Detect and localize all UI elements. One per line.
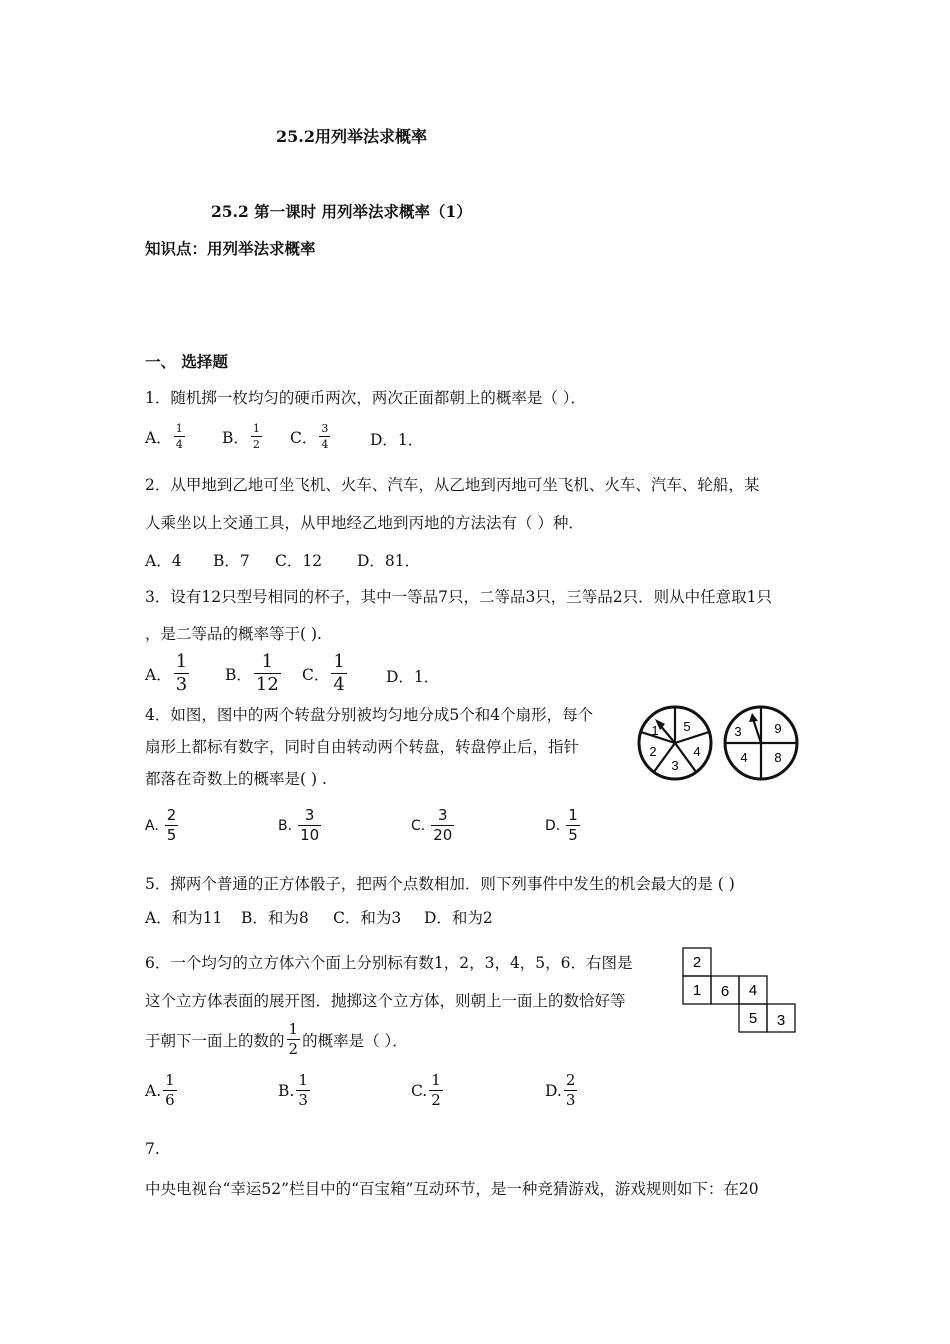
lesson-subtitle: 25.2 第一课时 用列举法求概率（1） xyxy=(211,202,472,221)
page-title: 25.2用列举法求概率 xyxy=(276,127,427,146)
q5-option-a: A．和为11 xyxy=(145,909,223,927)
question-2-line-1: 2．从甲地到乙地可坐飞机、火车、汽车，从乙地到丙地可坐飞机、火车、汽车、轮船，某 xyxy=(145,476,760,494)
q4-option-a: A. $\frac{2}{5}$ xyxy=(145,806,177,844)
q1-option-d: D．1． xyxy=(370,431,424,449)
q6-option-a: A. $\frac{1}{6}$ xyxy=(145,1071,175,1109)
q1-option-a: A． $\frac{1}{4}$ xyxy=(145,422,183,451)
net-face: 5 xyxy=(748,1010,758,1027)
spinner-four-sectors xyxy=(725,707,797,779)
pointer-arrow xyxy=(753,719,761,743)
spinner-five-sectors xyxy=(639,707,711,779)
spinner1-sector: 4 xyxy=(693,744,701,759)
q3-option-d: D．1． xyxy=(386,668,440,686)
spinner1-sector: 5 xyxy=(683,719,691,734)
spinners-figure xyxy=(635,703,805,783)
q5-option-c: C．和为3 xyxy=(333,909,402,927)
q3-option-a: A． $\frac{1}{3}$ xyxy=(145,651,188,695)
question-5-text: 5．掷两个普通的正方体骰子，把两个点数相加．则下列事件中发生的机会最大的是 ( ) xyxy=(145,875,735,893)
q2-option-b: B．7 xyxy=(213,552,250,570)
spinner2-sector: 9 xyxy=(774,721,782,736)
question-7-number: 7. xyxy=(145,1140,160,1158)
question-1-text: 1．随机掷一枚均匀的硬币两次，两次正面都朝上的概率是（ ）． xyxy=(145,389,587,407)
net-face: 2 xyxy=(692,954,702,971)
q3-option-b: B． $\frac{1}{12}$ xyxy=(225,651,279,695)
section-heading: 一、 选择题 xyxy=(145,352,228,371)
question-4-line-1: 4．如图，图中的两个转盘分别被均匀地分成5个和4个扇形，每个 xyxy=(145,706,594,724)
spinner1-sector: 2 xyxy=(649,744,657,759)
net-face: 4 xyxy=(748,982,758,999)
question-6-line-2: 这个立方体表面的展开图．抛掷这个立方体，则朝上一面上的数恰好等 xyxy=(145,992,626,1010)
spinner1-sector: 3 xyxy=(671,758,679,773)
cube-net-figure xyxy=(682,947,798,1033)
q4-option-d: D. $\frac{1}{5}$ xyxy=(545,806,578,844)
spinner2-sector: 3 xyxy=(734,724,742,739)
q4-option-c: C. $\frac{3}{20}$ xyxy=(411,806,453,844)
knowledge-point: 知识点：用列举法求概率 xyxy=(145,239,316,258)
question-6-line-1: 6．一个均匀的立方体六个面上分别标有数1，2，3，4，5，6．右图是 xyxy=(145,954,633,972)
q2-option-a: A．4 xyxy=(145,552,182,570)
q3-option-c: C． $\frac{1}{4}$ xyxy=(302,651,345,695)
spinner2-sector: 8 xyxy=(774,750,782,765)
question-2-line-2: 人乘坐以上交通工具，从甲地经乙地到丙地的方法法有（ ）种． xyxy=(145,514,584,532)
q6-option-d: D. $\frac{2}{3}$ xyxy=(545,1071,576,1109)
spinner1-sector: 1 xyxy=(651,723,659,738)
net-face: 1 xyxy=(692,982,702,999)
q5-option-d: D．和为2 xyxy=(424,909,493,927)
q1-option-b: B． $\frac{1}{2}$ xyxy=(222,422,260,451)
q6-option-c: C. $\frac{1}{2}$ xyxy=(411,1071,441,1109)
q2-option-c: C．12 xyxy=(275,552,323,570)
question-4-line-3: 都落在奇数上的概率是( ) . xyxy=(145,770,327,788)
q4-option-b: B. $\frac{3}{10}$ xyxy=(278,806,320,844)
q2-option-d: D．81． xyxy=(357,552,421,570)
question-4-line-2: 扇形上都标有数字，同时自由转动两个转盘，转盘停止后，指针 xyxy=(145,738,580,756)
q1-option-c: C． $\frac{3}{4}$ xyxy=(290,422,329,451)
net-face: 6 xyxy=(720,983,730,1000)
question-3-line-2: ，是二等品的概率等于( ). xyxy=(145,625,322,643)
question-7-text: 中央电视台“幸运52”栏目中的“百宝箱”互动环节，是一种竞猜游戏，游戏规则如下：在20 xyxy=(145,1180,759,1198)
spinner2-sector: 4 xyxy=(740,750,748,765)
question-6-line-3: 于朝下一面上的数的 $\frac{1}{2}$ 的概率是（ ）． xyxy=(145,1020,408,1058)
net-face: 3 xyxy=(776,1012,786,1029)
q6-option-b: B. $\frac{1}{3}$ xyxy=(278,1071,308,1109)
q5-option-b: B．和为8 xyxy=(241,909,309,927)
question-3-line-1: 3．设有12只型号相同的杯子，其中一等品7只，二等品3只，三等品2只．则从中任意取1只 xyxy=(145,588,773,606)
